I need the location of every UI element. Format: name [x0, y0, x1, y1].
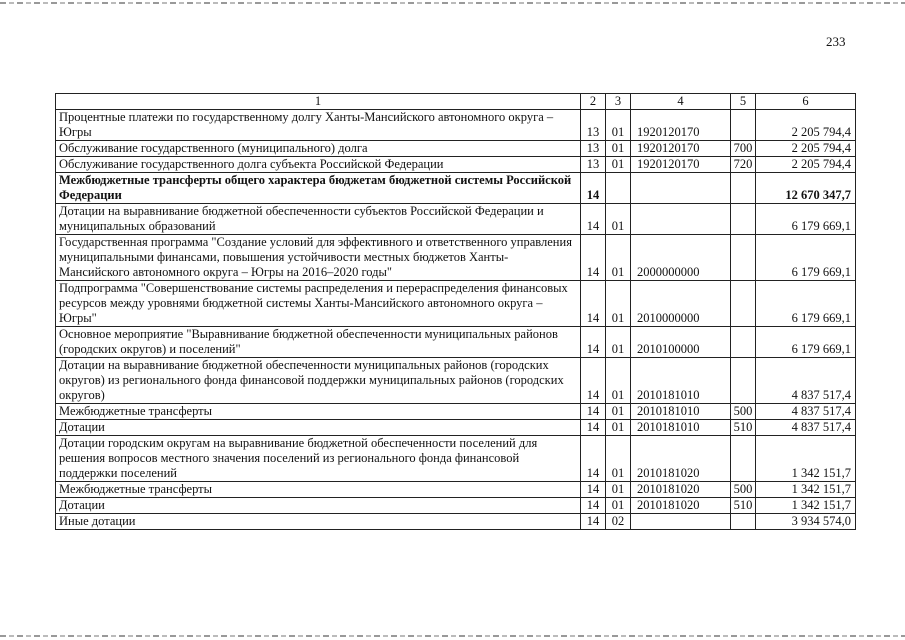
row-subsection-cell: 01: [606, 404, 631, 420]
row-section-cell: 14: [581, 404, 606, 420]
row-subsection-cell: 02: [606, 514, 631, 530]
header-cell-csr: 4: [631, 94, 731, 110]
row-section-cell: 14: [581, 514, 606, 530]
header-cell-name: 1: [56, 94, 581, 110]
row-target-article-cell: 2010181010: [631, 420, 731, 436]
row-section-cell: 14: [581, 281, 606, 327]
row-section-cell: 13: [581, 110, 606, 141]
row-target-article-cell: 2010181010: [631, 358, 731, 404]
row-expense-type-cell: 700: [731, 141, 756, 157]
row-amount-cell: 12 670 347,7: [756, 173, 856, 204]
row-expense-type-cell: [731, 204, 756, 235]
row-section-cell: 14: [581, 420, 606, 436]
row-section-cell: 14: [581, 235, 606, 281]
row-target-article-cell: 1920120170: [631, 141, 731, 157]
row-name-cell: Процентные платежи по государственному долгу Ханты-Мансийского автономного округа – Югры: [56, 110, 581, 141]
row-section-cell: 14: [581, 204, 606, 235]
page-number: 233: [826, 34, 846, 49]
row-expense-type-cell: 510: [731, 498, 756, 514]
row-subsection-cell: 01: [606, 281, 631, 327]
table-row: [56, 358, 856, 404]
row-section-cell: 14: [581, 482, 606, 498]
row-target-article-cell: [631, 514, 731, 530]
row-name-cell: Государственная программа "Создание условий для эффективного и ответственного управления муниципальными финансами, повышения устойчивости местных бюджетов Ханты-Мансийского автономного округа – Югры на 2016–2020 годы": [56, 235, 581, 281]
header-cell-amount: 6: [756, 94, 856, 110]
table-row: [56, 157, 856, 173]
row-target-article-cell: 1920120170: [631, 157, 731, 173]
row-name-cell: Дотации на выравнивание бюджетной обеспеченности муниципальных районов (городских округов) из регионального фонда финансовой поддержки муниципальных районов (городских округов): [56, 358, 581, 404]
row-amount-cell: 2 205 794,4: [756, 157, 856, 173]
row-expense-type-cell: [731, 235, 756, 281]
row-expense-type-cell: 720: [731, 157, 756, 173]
row-amount-cell: 6 179 669,1: [756, 235, 856, 281]
row-name-cell: Дотации городским округам на выравнивание бюджетной обеспеченности поселений для решения вопросов местного значения поселений из регионального фонда финансовой поддержки поселений: [56, 436, 581, 482]
row-expense-type-cell: [731, 358, 756, 404]
row-expense-type-cell: [731, 110, 756, 141]
header-cell-vr: 5: [731, 94, 756, 110]
row-amount-cell: 6 179 669,1: [756, 204, 856, 235]
table-row: [56, 141, 856, 157]
row-target-article-cell: 2010181020: [631, 436, 731, 482]
table-row: [56, 514, 856, 530]
row-amount-cell: 2 205 794,4: [756, 141, 856, 157]
row-subsection-cell: 01: [606, 204, 631, 235]
row-expense-type-cell: 500: [731, 404, 756, 420]
row-subsection-cell: 01: [606, 482, 631, 498]
row-section-cell: 14: [581, 327, 606, 358]
table-row: [56, 436, 856, 482]
row-amount-cell: 4 837 517,4: [756, 420, 856, 436]
row-amount-cell: 6 179 669,1: [756, 327, 856, 358]
table-header-row: [56, 94, 856, 110]
scan-edge-top: [0, 2, 905, 4]
row-expense-type-cell: 510: [731, 420, 756, 436]
table-body: [56, 94, 856, 530]
row-subsection-cell: 01: [606, 327, 631, 358]
row-name-cell: Иные дотации: [56, 514, 581, 530]
table-row: [56, 498, 856, 514]
row-expense-type-cell: [731, 173, 756, 204]
row-section-cell: 14: [581, 173, 606, 204]
row-subsection-cell: 01: [606, 498, 631, 514]
row-amount-cell: 1 342 151,7: [756, 436, 856, 482]
row-section-cell: 14: [581, 358, 606, 404]
row-name-cell: Дотации на выравнивание бюджетной обеспеченности субъектов Российской Федерации и муниципальных образований: [56, 204, 581, 235]
row-target-article-cell: 2010100000: [631, 327, 731, 358]
row-amount-cell: 4 837 517,4: [756, 404, 856, 420]
row-expense-type-cell: [731, 281, 756, 327]
row-amount-cell: 2 205 794,4: [756, 110, 856, 141]
row-subsection-cell: 01: [606, 157, 631, 173]
row-amount-cell: 6 179 669,1: [756, 281, 856, 327]
table-row: [56, 327, 856, 358]
row-target-article-cell: [631, 204, 731, 235]
table-row: [56, 482, 856, 498]
row-target-article-cell: 2010181010: [631, 404, 731, 420]
table-row: [56, 204, 856, 235]
row-subsection-cell: 01: [606, 420, 631, 436]
table-row: [56, 110, 856, 141]
row-amount-cell: 1 342 151,7: [756, 482, 856, 498]
row-target-article-cell: [631, 173, 731, 204]
table-row: [56, 420, 856, 436]
row-name-cell: Подпрограмма "Совершенствование системы распределения и перераспределения финансовых ресурсов между уровнями бюджетной системы Ханты-Мансийского автономного округа – Югры": [56, 281, 581, 327]
row-subsection-cell: 01: [606, 235, 631, 281]
row-amount-cell: 1 342 151,7: [756, 498, 856, 514]
row-target-article-cell: 1920120170: [631, 110, 731, 141]
row-amount-cell: 4 837 517,4: [756, 358, 856, 404]
table-row: [56, 404, 856, 420]
header-cell-rz: 2: [581, 94, 606, 110]
row-subsection-cell: 01: [606, 436, 631, 482]
row-expense-type-cell: [731, 514, 756, 530]
row-target-article-cell: 2000000000: [631, 235, 731, 281]
table-row: [56, 235, 856, 281]
row-expense-type-cell: 500: [731, 482, 756, 498]
row-name-cell: Межбюджетные трансферты: [56, 404, 581, 420]
row-name-cell: Основное мероприятие "Выравнивание бюджетной обеспеченности муниципальных районов (городских округов) и поселений": [56, 327, 581, 358]
row-target-article-cell: 2010181020: [631, 482, 731, 498]
row-name-cell: Обслуживание государственного долга субъекта Российской Федерации: [56, 157, 581, 173]
row-amount-cell: 3 934 574,0: [756, 514, 856, 530]
row-name-cell: Дотации: [56, 420, 581, 436]
row-target-article-cell: 2010000000: [631, 281, 731, 327]
header-cell-pr: 3: [606, 94, 631, 110]
row-subsection-cell: 01: [606, 110, 631, 141]
row-name-cell: Дотации: [56, 498, 581, 514]
row-section-cell: 13: [581, 141, 606, 157]
row-section-cell: 13: [581, 157, 606, 173]
row-subsection-cell: 01: [606, 358, 631, 404]
budget-table: [55, 93, 856, 530]
row-name-cell: Межбюджетные трансферты общего характера бюджетам бюджетной системы Российской Федерации: [56, 173, 581, 204]
row-target-article-cell: 2010181020: [631, 498, 731, 514]
row-expense-type-cell: [731, 327, 756, 358]
row-subsection-cell: [606, 173, 631, 204]
scan-edge-bottom: [0, 635, 905, 637]
row-name-cell: Обслуживание государственного (муниципального) долга: [56, 141, 581, 157]
row-section-cell: 14: [581, 436, 606, 482]
row-name-cell: Межбюджетные трансферты: [56, 482, 581, 498]
row-section-cell: 14: [581, 498, 606, 514]
table-row: [56, 281, 856, 327]
row-expense-type-cell: [731, 436, 756, 482]
table-row: [56, 173, 856, 204]
row-subsection-cell: 01: [606, 141, 631, 157]
